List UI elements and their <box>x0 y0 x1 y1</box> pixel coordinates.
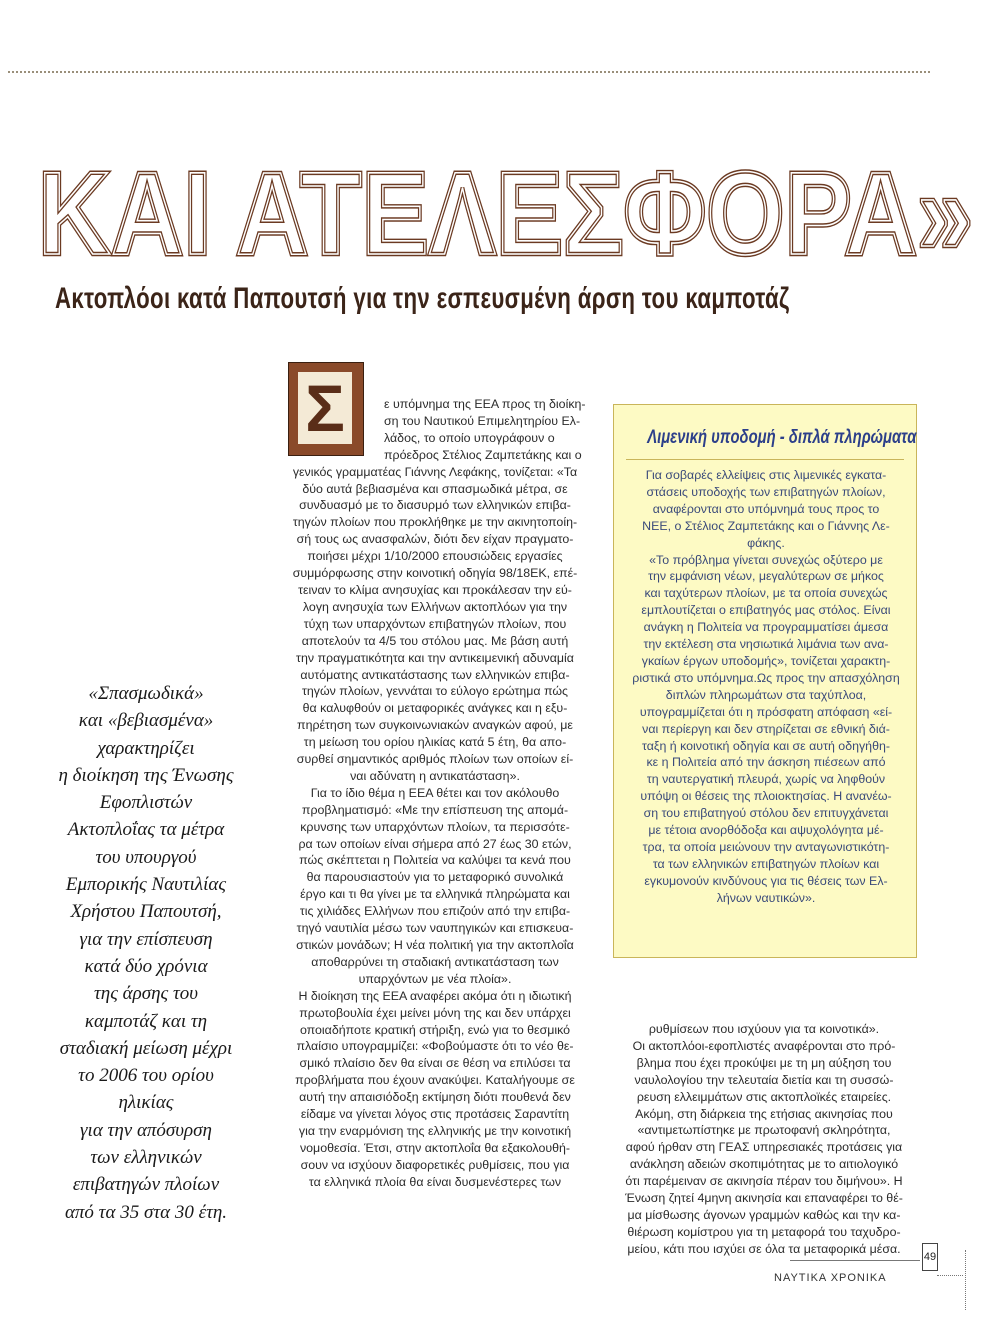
pull-quote-line: σταδιακή μείωση μέχρι <box>59 1037 233 1059</box>
article-column-1-line: προβληματισμό: «Με την επίσπευση της απομά- <box>301 802 569 817</box>
pull-quote-line: του υπουργού <box>95 846 197 868</box>
article-column-1-line: τηγών πλοίων που προκλήθηκε με την ακινητοποίη- <box>292 515 578 530</box>
sidebar-body-line: υπογραμμίζεται ότι η πρόσφατη απόφαση «εί- <box>639 704 893 719</box>
footer-magazine-name: ΝΑΥΤΙΚΑ ΧΡΟΝΙΚΑ <box>774 1272 887 1284</box>
article-column-1-line: ποιήσει μέχρι 1/10/2000 επουσιώδεις εργασίες <box>307 549 563 564</box>
article-column-1 <box>268 396 602 1191</box>
pull-quote <box>40 680 252 1226</box>
footer-rule <box>790 1260 920 1261</box>
pull-quote-line: ηλικίας <box>118 1092 174 1114</box>
article-column-2-line: αφού ήρθαν στη ΓΕΑΣ υπηρεσιακές προτάσεις για <box>625 1140 903 1155</box>
article-column-2-line: ότι παρέμειναν σε ακινησία πέραν του διμήνου». Η <box>625 1174 903 1189</box>
article-column-2-line: ρευση ελλειμμάτων στις ακτοπλοϊκές εταιρείες. <box>636 1089 892 1104</box>
pull-quote-line: Ακτοπλοΐας τα μέτρα <box>67 819 225 841</box>
sidebar-body-line: φάκης. <box>747 535 785 550</box>
sidebar-body-line: «Το πρόβλημα γίνεται συνεχώς οξύτερο με <box>649 552 883 567</box>
drop-cap-letter: Σ <box>305 371 345 445</box>
article-column-1-line: συνδυασμό με το διασυρμό των ελληνικών επιβα- <box>299 498 571 513</box>
pull-quote-line: κατά δύο χρόνια <box>84 955 208 977</box>
pull-quote-line: για την επίσπευση <box>79 928 213 950</box>
sidebar-body-line: τα των ελληνικών επιβατηγών πλοίων και <box>652 856 880 871</box>
article-column-1-line: πρωτοβουλία έχει μείνει μόνη της και δεν υπάρχει <box>299 1005 571 1020</box>
sidebar-body-line: στάσεις υποδοχής των επιβατηγών πλοίων, <box>646 484 886 499</box>
article-column-1-line: στικών μονάδων; Η νέα πολιτική για την ακτοπλοΐα <box>296 938 574 952</box>
article-column-1-line: τύχη των υπαρχόντων επιβατηγών πλοίων, που <box>303 616 567 631</box>
article-column-1-line: σμικό πλαίσιο δεν θα είναι σε θέση να επιλύσει τα <box>299 1056 571 1071</box>
headline <box>38 150 978 270</box>
sidebar-body-line: τη ναυτεργατική πλευρά, χωρίς να ληφθούν <box>646 772 886 787</box>
pull-quote-line: το 2006 του ορίου <box>78 1065 214 1087</box>
article-column-1-line: τηγό ναυτιλία μέσω των ναυπηγικών και επισκευα- <box>296 921 574 936</box>
sidebar-body-line: Για σοβαρές ελλείψεις στις λιμενικές εγκατα- <box>645 468 887 482</box>
article-column-1-line: τις χιλιάδες Ελλήνων που επιζούν από την επιβα- <box>299 904 571 919</box>
article-column-1-line: αποτελούν τα 4/5 του στόλου μας. Με βάση αυτή <box>301 633 569 648</box>
sidebar-body-line: την εμφάνιση νέων, μεγαλύτερων σε μήκος <box>648 569 884 584</box>
article-column-2-line: μα μίσθωσης άγονων γραμμών καθώς και την κα- <box>627 1207 901 1222</box>
pull-quote-line: των ελληνικών <box>90 1147 202 1169</box>
sidebar-body-line: ριστικά στο υπόμνημα.Ως προς την απασχόληση <box>632 670 900 685</box>
headline-text-inner: ΚΑΙ ΑΤΕΛΕΣΦΟΡΑ» <box>38 150 973 270</box>
article-column-2-line: Ένωση ζητεί 4μηνη ακινησία και επαναφέρει το θέ- <box>625 1191 903 1206</box>
pull-quote-line: Χρήστου Παπουτσή, <box>70 901 222 923</box>
footer-vertical-dotted-rule <box>965 1250 966 1310</box>
article-column-1-line: ε υπόμνημα της ΕΕΑ προς τη διοίκη- <box>384 397 586 411</box>
sidebar-body-line: γκαίων έργων υποδομής», τονίζεται χαρακτη- <box>641 653 891 668</box>
article-column-1-line: είδαμε να γίνεται λόγος στις προτάσεις Σαραντίτη <box>300 1107 570 1122</box>
article-column-2-line: θιέρωση κομίστρου για τη μεταφορά του ταχυδρο- <box>627 1224 901 1239</box>
article-column-1-line: ναι αδύνατη η αντικατάσταση». <box>350 768 520 783</box>
subtitle: Ακτοπλόοι κατά Παπουτσή για την εσπευσμένη άρση του καμποτάζ <box>55 282 790 315</box>
article-column-1-line: αυτόματης αντικατάστασης των ελληνικών επιβα- <box>300 667 570 682</box>
article-column-2-line: Οι ακτοπλόοι-εφοπλιστές αναφέρονται στο πρό- <box>632 1038 896 1053</box>
article-column-1-line: κρυνσης των υπαρχόντων πλοίων, τα περισσότε- <box>300 819 570 834</box>
sidebar-body-line: ανάγκη η Πολιτεία να προγραμματίσει άμεσα <box>643 620 889 635</box>
pull-quote-line: για την απόσυρση <box>80 1119 212 1141</box>
pull-quote-line: από τα 35 στα 30 έτη. <box>64 1201 228 1223</box>
sidebar-title: Λιμενική υποδομή - διπλά πληρώματα <box>647 427 917 448</box>
sidebar-body-line: κε η Πολιτεία από την άσκηση πιέσεων από <box>646 755 886 770</box>
top-dotted-rule <box>8 71 930 73</box>
article-column-2-line: Ακόμη, στη διάρκεια της ετήσιας ακινησίας που <box>635 1106 893 1121</box>
pull-quote-line: επιβατηγών πλοίων <box>72 1174 220 1196</box>
article-column-1-line: γενικός γραμματέας Γιάννης Λεφάκης, τονίζεται: «Τα <box>292 464 578 479</box>
article-column-1-line: νομοθεσία. Έτσι, στην ακτοπλοΐα θα εξακολουθή- <box>299 1140 571 1155</box>
article-column-1-line: Για το ίδιο θέμα η ΕΕΑ θέτει και τον ακόλουθο <box>310 785 560 800</box>
article-column-1-line: πηρέτηση των συγκοινωνιακών αναγκών αφού, με <box>297 718 573 733</box>
pull-quote-line: και «βεβιασμένα» <box>78 710 214 732</box>
article-column-1-line: τηγών πλοίων, γεννάται το εύλογο ερώτημα πώς <box>302 684 568 699</box>
article-column-1-line: τειναν το κλίμα ανησυχίας και προκάλεσαν την εύ- <box>298 582 572 597</box>
article-column-1-line: θα καλυφθούν οι μεταφορικές ανάγκες και η εξυ- <box>302 701 568 716</box>
article-column-2 <box>606 1021 922 1258</box>
sidebar-body-line: διπλών πληρωμάτων στα ταχύπλοα, <box>665 687 867 702</box>
article-column-1-line: σουν να ισχύουν διαφορετικές ρυθμίσεις, που για <box>300 1157 570 1172</box>
sidebar-body-line: ση του επιβατηγού στόλου δεν επιτυγχάνεται <box>643 806 889 821</box>
sidebar-body-line: και ταχύτερων πλοίων, με τα οποία συνεχώς <box>644 586 888 601</box>
pull-quote-line: χαρακτηρίζει <box>97 737 195 759</box>
pull-quote-line: Εμπορικής Ναυτιλίας <box>65 874 227 896</box>
sidebar-body-line: ταξη ή κοινοτική οδηγία και σε αυτή οδηγήθη- <box>642 738 890 753</box>
article-column-2-line: ρυθμίσεων που ισχύουν για τα κοινοτικά». <box>648 1022 880 1036</box>
article-column-1-line: σή τους ως ανασφαλών, διότι δεν είχαν πραγματο- <box>296 532 574 547</box>
pull-quote-line: «Σπασμωδικά» <box>88 683 204 704</box>
article-column-2-line: ανάκληση αδειών σκοπιμότητας με το αιτιολογικό <box>629 1157 899 1172</box>
article-column-1-line: δύο αυτά βεβιασμένα και σπασμωδικά μέτρα, σε <box>302 481 568 496</box>
sidebar-rule <box>626 459 904 460</box>
pull-quote-line: η διοίκηση της Ένωσης <box>58 764 234 786</box>
article-column-1-line: προβλήματα που έχουν ανακύψει. Καταλήγουμε σε <box>295 1073 575 1088</box>
sidebar-body-line: αναφέρονται στο υπόμνημά τους προς το <box>652 501 880 516</box>
article-column-1-line: πώς σκέπτεται η Πολιτεία να καλύψει τα κενά που <box>299 853 571 868</box>
article-column-1-line: Η διοίκηση της ΕΕΑ αναφέρει ακόμα ότι η ιδιωτική <box>298 988 572 1003</box>
sidebar-body-line: λήνων ναυτικών». <box>716 890 816 905</box>
article-column-1-line: οποιαδήποτε κρατική στήριξη, ενώ για το θεσμικό <box>299 1022 571 1037</box>
article-column-1-line: λογη ανησυχία των Ελλήνων ακτοπλόων για την <box>302 599 568 614</box>
article-column-1-line: θα παρουσιαστούν για το μεταφορικό συνολικά <box>306 870 564 885</box>
sidebar-body-line: με τέτοια ανορθόδοξα και αψυχολόγητα μέ- <box>648 823 884 838</box>
footer-dotted-rule <box>937 1275 963 1276</box>
article-column-1-line: συρθεί σημαντικός αριθμός πλοίων των οποίων εί- <box>296 752 574 767</box>
sidebar-body-line: τρα, τα οποία μειώνουν την ανταγωνιστικότη- <box>642 839 890 854</box>
article-column-1-line: λάδος, το οποίο υπογράφουν ο <box>384 430 555 445</box>
article-column-1-line: συμμόρφωσης στην κοινοτική οδηγία 98/18ΕΚ, επέ- <box>292 566 578 581</box>
article-column-1-line: την πραγματικότητα και την αντικειμενική αδυναμία <box>296 650 574 665</box>
article-column-1-line: για την εναρμόνιση της ελληνικής με την κοινοτική <box>298 1123 572 1138</box>
article-column-2-line: βλημα που έχει προκύψει με τη μη αύξηση του <box>636 1055 892 1070</box>
article-column-1-line: τα ελληνικά πλοία θα είναι δυσμενέστερες των <box>308 1174 562 1189</box>
article-column-2-line: μείου, κάτι που ισχύει σε όλα τα μεταφορικά μέσα. <box>627 1241 901 1256</box>
article-column-1-line: ρα των οποίων είναι σήμερα από 27 έως 30 ετών, <box>298 836 572 851</box>
headline-text: ΚΑΙ ΑΤΕΛΕΣΦΟΡΑ» <box>38 150 973 270</box>
article-column-1-line: πλαίσιο υπογραμμίζει: «Φοβούμαστε ότι το νέο θε- <box>296 1039 574 1054</box>
pull-quote-line: Εφοπλιστών <box>99 792 193 814</box>
article-column-1-line: αποθαρρύνει τη σταδιακή αντικατάσταση των <box>311 954 559 969</box>
sidebar-body-line: εγκυμονούν κινδύνους για τις θέσεις των Ελ- <box>644 873 888 888</box>
page-number: 49 <box>922 1243 938 1271</box>
sidebar-body-line: ναι περίεργη και δεν στηρίζεται σε εθνική διά- <box>642 721 890 736</box>
article-column-1-line: έργο και τι θα γίνει με τα ελληνικά πληρώματα και <box>300 887 570 902</box>
sidebar-box <box>613 404 917 958</box>
article-column-1-line: υπαρχόντων με νέα πλοία». <box>358 971 512 986</box>
pull-quote-line: καμποτάζ και τη <box>84 1010 208 1032</box>
sidebar-body-line: την εκτέλεση στα νησιωτικά λιμάνια των ανα- <box>643 637 889 652</box>
sidebar-body-line: ΝΕΕ, ο Στέλιος Ζαμπετάκης και ο Γιάννης Λε- <box>642 518 890 533</box>
article-column-2-line: «αντιμετωπίστηκε με πρωτοφανή σκληρότητα, <box>637 1123 891 1138</box>
pull-quote-line: της άρσης του <box>93 983 199 1005</box>
article-column-1-line: αυτή την απαισιόδοξη εκτίμηση διότι πουθενά δεν <box>299 1090 571 1105</box>
sidebar-body-line: εμπλουτίζεται ο επιβατηγός μας στόλος. Είναι <box>641 603 891 618</box>
article-column-1-line: τη μείωση του ορίου ηλικίας κατά 5 έτη, θα απο- <box>303 735 567 750</box>
article-column-1-line: ση του Ναυτικού Επιμελητηρίου Ελ- <box>384 413 581 428</box>
article-column-1-line: πρόεδρος Στέλιος Ζαμπετάκης και ο <box>384 447 582 462</box>
sidebar-body <box>618 467 914 907</box>
article-column-2-line: ναυλολογίου την τελευταία διετία και τη συσσώ- <box>634 1072 894 1087</box>
sidebar-body-line: υπόψη οι θέσεις της πλοιοκτησίας. Η ανανέω- <box>640 789 892 804</box>
